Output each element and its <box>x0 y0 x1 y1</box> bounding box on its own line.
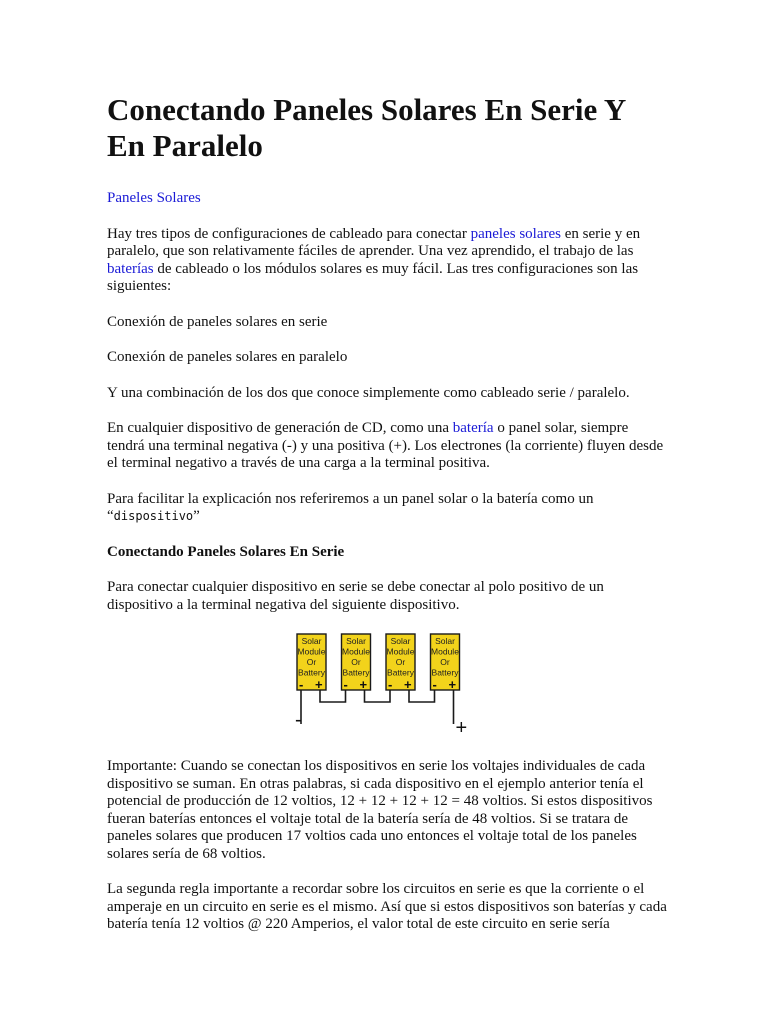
module-label: Module <box>297 646 326 657</box>
intro-paragraph <box>107 226 667 296</box>
page-title: Conectando Paneles Solares En Serie Y En Paralelo <box>107 92 626 163</box>
module-label: Module <box>342 646 370 657</box>
config-item-combined: Y una combinación de los dos que conoce simplemente como cableado serie / paralelo. <box>107 384 630 401</box>
module-label: Module <box>431 646 459 657</box>
device-text-2: ” <box>193 508 200 524</box>
series-diagram-svg <box>293 632 483 742</box>
module-label: Battery <box>342 667 370 678</box>
paneles-solares-link[interactable]: paneles solares <box>470 225 561 242</box>
positive-output-symbol: + <box>455 717 468 739</box>
series-wire <box>365 690 391 702</box>
module-label: Or <box>440 657 450 667</box>
module-label: Battery <box>431 667 459 678</box>
dc-text-1: En cualquier dispositivo de generación de CD, como una <box>107 420 453 436</box>
module-label: Solar <box>346 636 366 646</box>
module-negative-terminal: - <box>299 677 304 692</box>
category-link[interactable]: Paneles Solares <box>107 190 201 206</box>
module-label: Battery <box>298 667 325 678</box>
bateria-link[interactable]: batería <box>452 420 494 436</box>
intro-text-3: de cableado o los módulos solares es muy fácil. Las tres configuraciones son las siguientes: <box>107 260 639 294</box>
module-label: Battery <box>387 667 414 678</box>
dc-paragraph <box>107 420 667 473</box>
dc-text-2: o panel solar, siempre tendrá una terminal negativa (-) y una positiva (+). Los electrones (la corriente) fluyen desde el terminal negativo a través de una carga a la terminal positiva. <box>107 420 664 471</box>
intro-text-1: Hay tres tipos de configuraciones de cableado para conectar <box>107 225 471 242</box>
series-intro-paragraph: Para conectar cualquier dispositivo en serie se debe conectar al polo positivo de un dispositivo a la terminal negativa del siguiente dispositivo. <box>107 579 604 613</box>
intro-text-2: en serie y en paralelo, que son relativamente fáciles de aprender. Una vez aprendido, el trabajo de las <box>107 225 641 259</box>
module-label: Solar <box>390 636 411 646</box>
series-heading: Conectando Paneles Solares En Serie <box>107 543 345 560</box>
config-item-series: Conexión de paneles solares en serie <box>107 313 328 330</box>
series-wire <box>409 690 435 702</box>
series-wire <box>320 690 346 702</box>
category-paragraph <box>107 190 667 208</box>
device-text-1: Para facilitar la explicación nos referiremos a un panel solar o la batería como un “ <box>107 490 594 524</box>
module-label: Solar <box>435 636 455 646</box>
module-positive-terminal: + <box>359 677 368 692</box>
module-label: Or <box>351 657 361 667</box>
module-negative-terminal: - <box>343 677 348 692</box>
module-negative-terminal: - <box>432 677 437 692</box>
module-label: Module <box>386 646 415 657</box>
second-rule-paragraph: La segunda regla importante a recordar sobre los circuitos en serie es que la corriente o el amperaje en un circuito en serie es el mismo. Así que si estos dispositivos son baterías y cada batería tenía 12 voltios @ 220 Amperios, el valor total de este circuito en serie sería <box>107 881 667 932</box>
module-positive-terminal: + <box>404 677 412 692</box>
module-positive-terminal: + <box>315 677 323 692</box>
article <box>107 92 667 952</box>
baterias-link[interactable]: baterías <box>107 260 154 277</box>
device-paragraph <box>107 491 667 526</box>
negative-output-symbol: - <box>295 709 302 731</box>
important-paragraph: Importante: Cuando se conectan los dispositivos en serie los voltajes individuales de cada dispositivo se suman. En otras palabras, si cada dispositivo en el ejemplo anterior tenía el potencial de producción de 12 voltios, 12 + 12 + 12 + 12 = 48 voltios. Si estos dispositivos fueran baterías entonces el voltaje total de la batería sería de 48 voltios. Si se tratara de paneles solares que producen 17 voltios cada uno entonces el voltaje total de los paneles solares sería de 68 voltios. <box>107 758 653 862</box>
config-item-parallel: Conexión de paneles solares en paralelo <box>107 349 348 365</box>
module-negative-terminal: - <box>388 677 393 692</box>
module-label: Or <box>395 657 406 667</box>
module-positive-terminal: + <box>448 677 457 692</box>
series-diagram <box>107 632 667 744</box>
module-label: Or <box>306 657 317 667</box>
module-label: Solar <box>301 636 322 646</box>
device-term: dispositivo <box>113 509 194 523</box>
